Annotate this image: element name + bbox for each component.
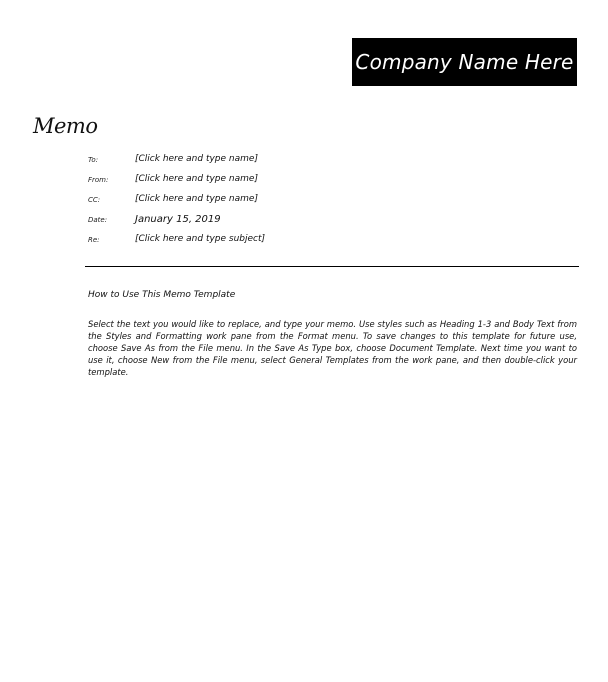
field-from xyxy=(88,174,568,194)
header-divider xyxy=(85,266,579,267)
date-field[interactable]: January 15, 2019 xyxy=(135,214,221,225)
field-label-cc: CC: xyxy=(88,196,101,204)
from-placeholder-field[interactable]: [Click here and type name] xyxy=(135,174,258,184)
company-name[interactable]: Company Name Here xyxy=(355,50,574,74)
field-label-to: To: xyxy=(88,156,99,164)
instructions-heading[interactable]: How to Use This Memo Template xyxy=(88,290,236,300)
field-label-date: Date: xyxy=(88,216,108,224)
field-label-from: From: xyxy=(88,176,109,184)
field-to xyxy=(88,154,568,174)
subject-placeholder-field[interactable]: [Click here and type subject] xyxy=(135,234,266,244)
field-date xyxy=(88,214,568,234)
to-placeholder-field[interactable]: [Click here and type name] xyxy=(135,154,258,164)
company-name-banner[interactable] xyxy=(352,38,577,86)
cc-placeholder-field[interactable]: [Click here and type name] xyxy=(135,194,258,204)
instructions-body[interactable]: Select the text you would like to replace, and type your memo. Use styles such as Heading 1-3 and Body Text from the Styles and Formatting work pane from the Format menu. To save changes to this template for future use, choose Save As from the File menu. In the Save As Type box, choose Document Template. Next time you want to use it, choose New from the File menu, select General Templates from the work pane, and then double-click your template. xyxy=(88,319,577,377)
field-re xyxy=(88,234,568,254)
field-cc xyxy=(88,194,568,214)
memo-title: Memo xyxy=(33,114,98,138)
field-label-re: Re: xyxy=(88,236,100,244)
memo-fields xyxy=(88,154,568,254)
